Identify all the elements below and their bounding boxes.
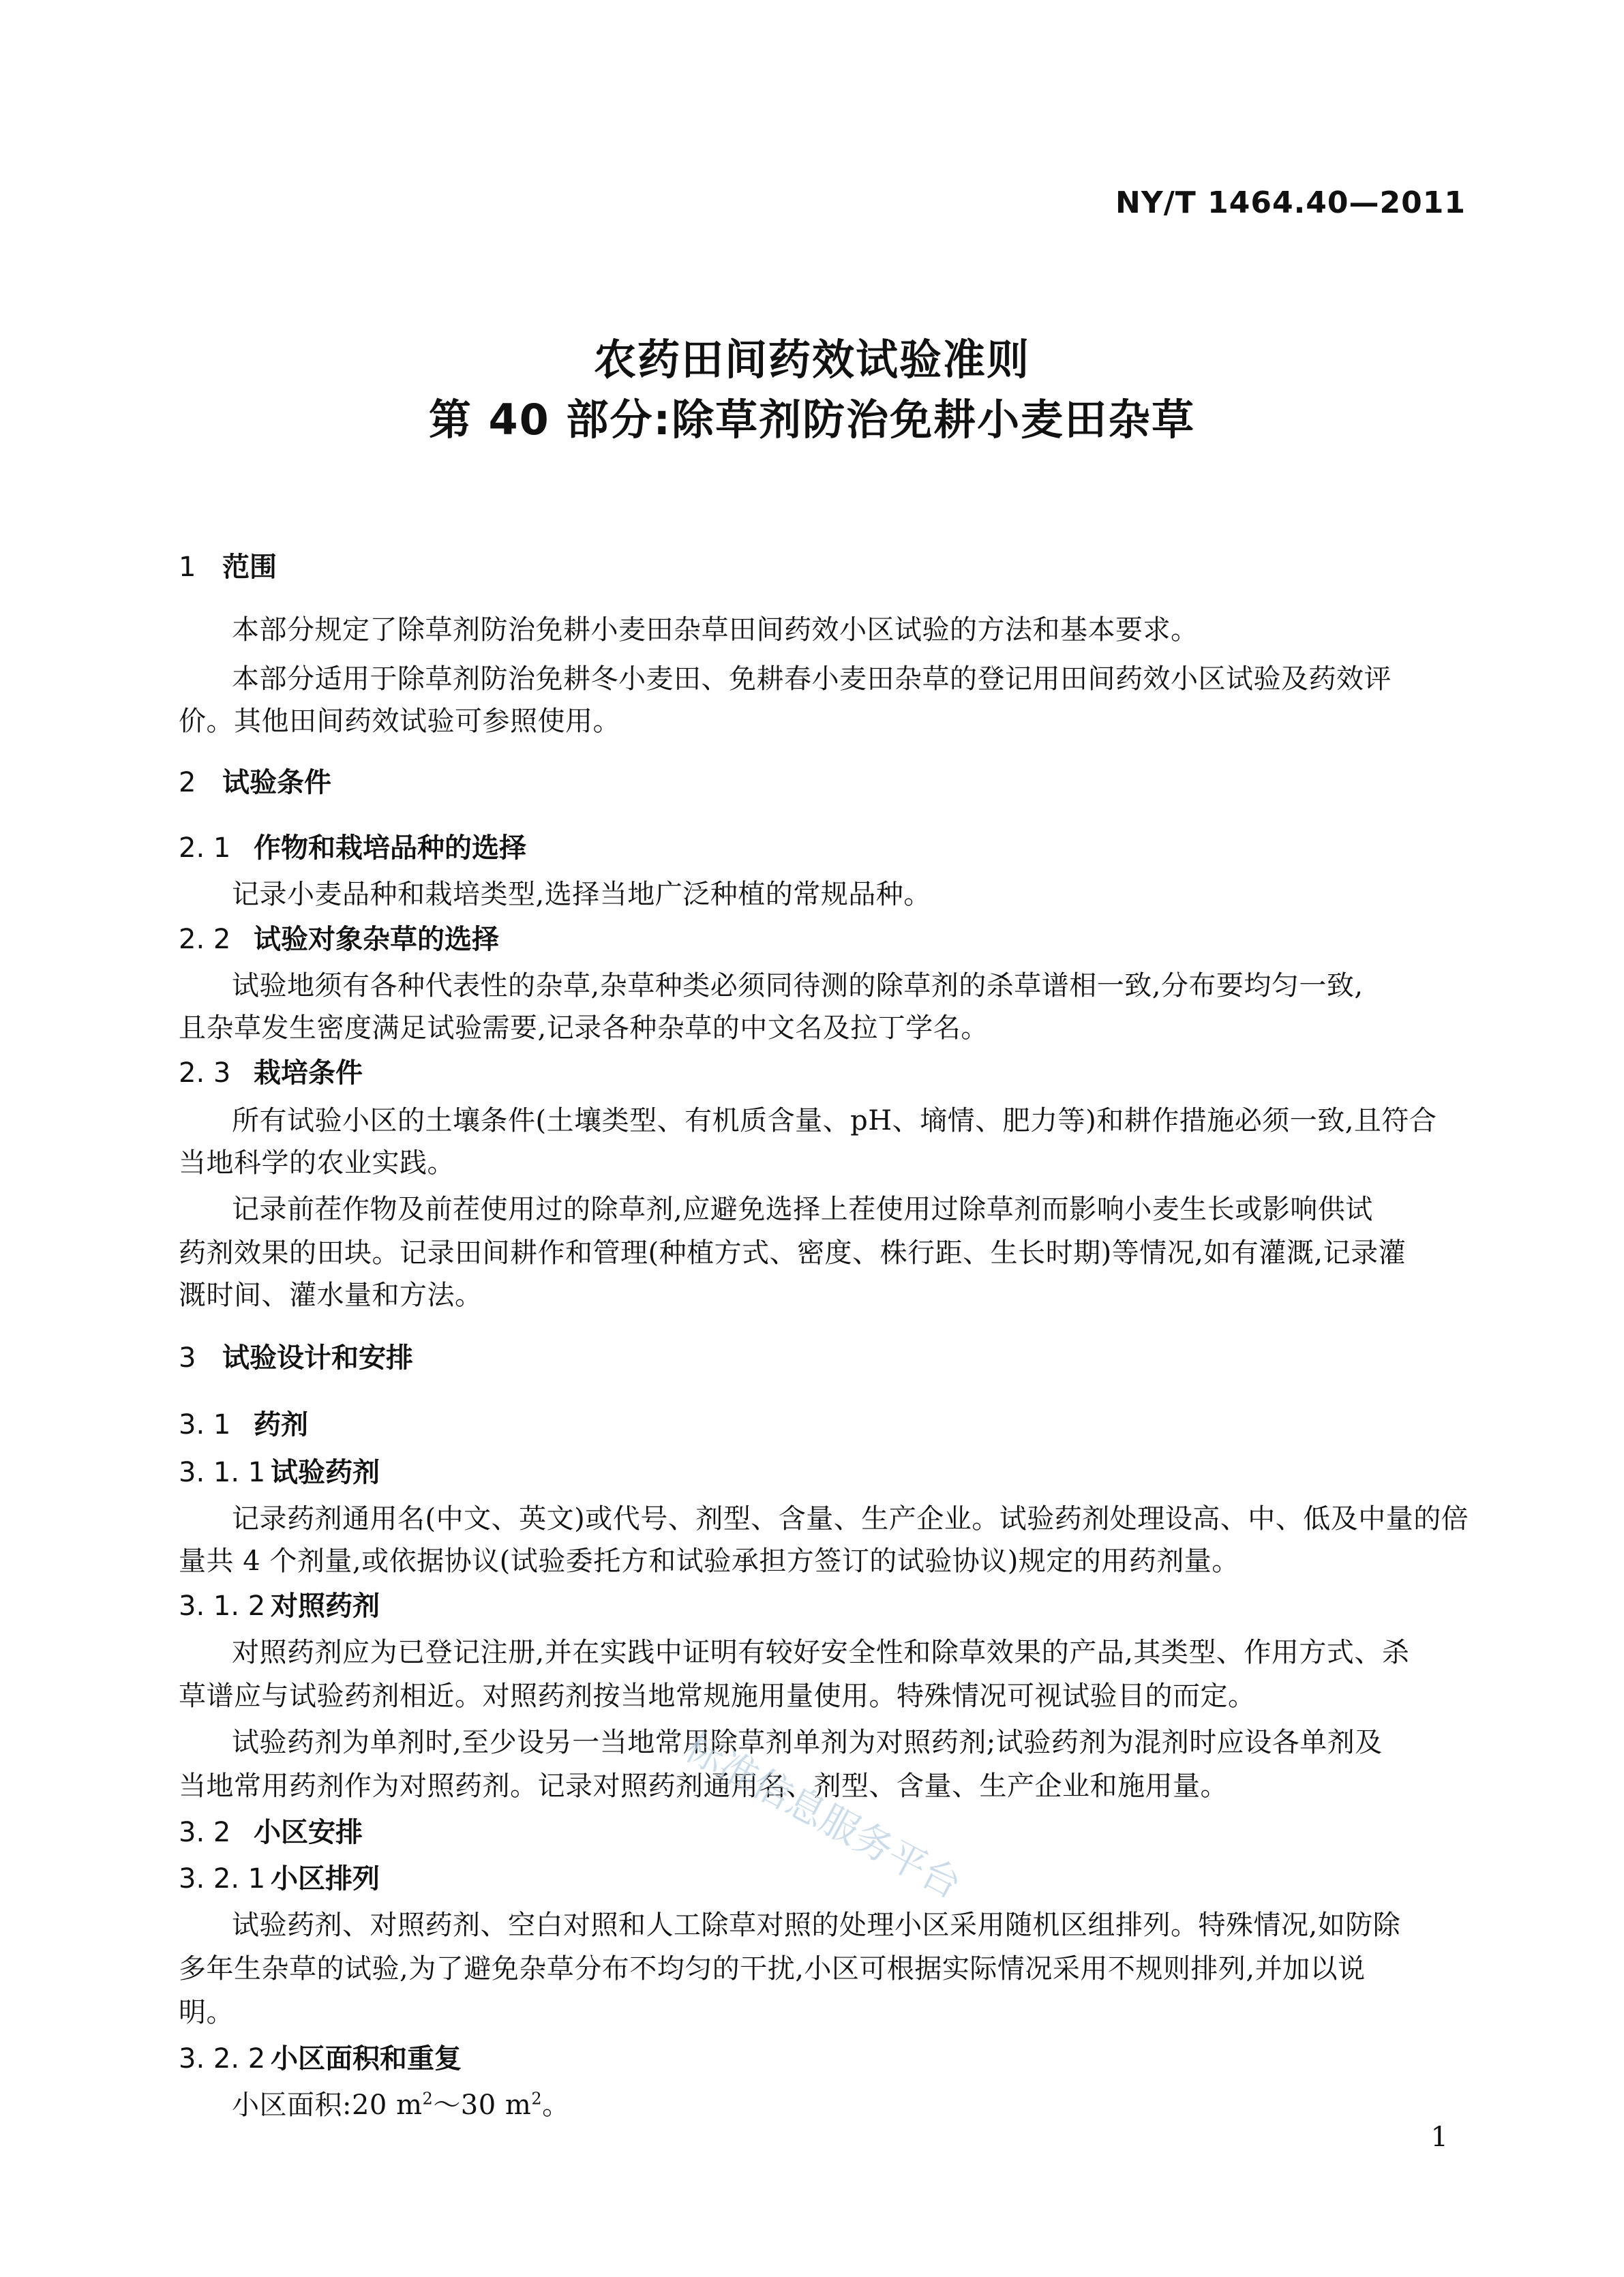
section-3-1-2-heading: 3. 1. 2 对照药剂 xyxy=(179,1590,380,1622)
section-2-2-heading: 2. 2 试验对象杂草的选择 xyxy=(179,924,499,955)
section-2-heading: 2 试验条件 xyxy=(179,767,331,798)
section-1-heading: 1 范围 xyxy=(179,552,277,583)
paragraph-continuation: 草谱应与试验药剂相近。对照药剂按当地常规施用量使用。特殊情况可视试验目的而定。 xyxy=(179,1680,1256,1712)
paragraph: 本部分适用于除草剂防治免耕冬小麦田、免耕春小麦田杂草的登记用田间药效小区试验及药效评 xyxy=(232,663,1392,695)
paragraph-continuation: 量共 4 个剂量,或依据协议(试验委托方和试验承担方签订的试验协议)规定的用药剂量。 xyxy=(179,1545,1239,1577)
paragraph-continuation: 多年生杂草的试验,为了避免杂草分布不均匀的干扰,小区可根据实际情况采用不规则排列,并加以说 xyxy=(179,1953,1366,1985)
paragraph-continuation: 明。 xyxy=(179,1997,234,2028)
section-2-3-heading: 2. 3 栽培条件 xyxy=(179,1057,363,1089)
paragraph: 对照药剂应为已登记注册,并在实践中证明有较好安全性和除草效果的产品,其类型、作用方式、杀 xyxy=(232,1637,1410,1668)
standard-code: NY/T 1464.40—2011 xyxy=(1115,185,1466,220)
paragraph: 试验药剂为单剂时,至少设另一当地常用除草剂单剂为对照药剂;试验药剂为混剂时应设各单剂及 xyxy=(232,1727,1383,1758)
paragraph-continuation: 溉时间、灌水量和方法。 xyxy=(179,1280,483,1311)
paragraph: 记录前茬作物及前茬使用过的除草剂,应避免选择上茬使用过除草剂而影响小麦生长或影响供试 xyxy=(232,1194,1373,1225)
page-number: 1 xyxy=(1430,2122,1448,2153)
paragraph-continuation: 且杂草发生密度满足试验需要,记录各种杂草的中文名及拉丁学名。 xyxy=(179,1012,989,1044)
paragraph: 本部分规定了除草剂防治免耕小麦田杂草田间药效小区试验的方法和基本要求。 xyxy=(232,614,1199,646)
section-3-1-heading: 3. 1 药剂 xyxy=(179,1409,308,1441)
paragraph-continuation: 当地常用药剂作为对照药剂。记录对照药剂通用名、剂型、含量、生产企业和施用量。 xyxy=(179,1770,1228,1802)
section-2-1-heading: 2. 1 作物和栽培品种的选择 xyxy=(179,832,526,864)
section-3-2-heading: 3. 2 小区安排 xyxy=(179,1817,363,1848)
document-title: 农药田间药效试验准则 xyxy=(593,335,1030,384)
paragraph: 记录药剂通用名(中文、英文)或代号、剂型、含量、生产企业。试验药剂处理设高、中、低及中量的倍 xyxy=(232,1503,1469,1535)
paragraph: 试验药剂、对照药剂、空白对照和人工除草对照的处理小区采用随机区组排列。特殊情况,如防除 xyxy=(232,1910,1401,1941)
document-subtitle: 第 40 部分:除草剂防治免耕小麦田杂草 xyxy=(428,395,1196,444)
section-3-2-2-heading: 3. 2. 2 小区面积和重复 xyxy=(179,2043,462,2075)
paragraph-continuation: 当地科学的农业实践。 xyxy=(179,1147,455,1179)
paragraph-continuation: 药剂效果的田块。记录田间耕作和管理(种植方式、密度、株行距、生长时期)等情况,如有灌溉,记录灌 xyxy=(179,1237,1407,1269)
paragraph: 小区面积:20 $m^2\sim 30$ $m^2$。 xyxy=(232,2089,570,2121)
paragraph-continuation: 价。其他田间药效试验可参照使用。 xyxy=(179,706,620,737)
paragraph: 记录小麦品种和栽培类型,选择当地广泛种植的常规品种。 xyxy=(232,879,931,910)
section-3-2-1-heading: 3. 2. 1 小区排列 xyxy=(179,1863,380,1895)
paragraph: 所有试验小区的土壤条件(土壤类型、有机质含量、pH、墒情、肥力等)和耕作措施必须一致,且符合 xyxy=(232,1105,1437,1136)
section-3-1-1-heading: 3. 1. 1 试验药剂 xyxy=(179,1457,380,1488)
paragraph: 试验地须有各种代表性的杂草,杂草种类必须同待测的除草剂的杀草谱相一致,分布要均匀一致, xyxy=(232,970,1364,1001)
watermark: 标准信息服务平台 xyxy=(677,1725,968,1908)
section-3-heading: 3 试验设计和安排 xyxy=(179,1342,413,1374)
